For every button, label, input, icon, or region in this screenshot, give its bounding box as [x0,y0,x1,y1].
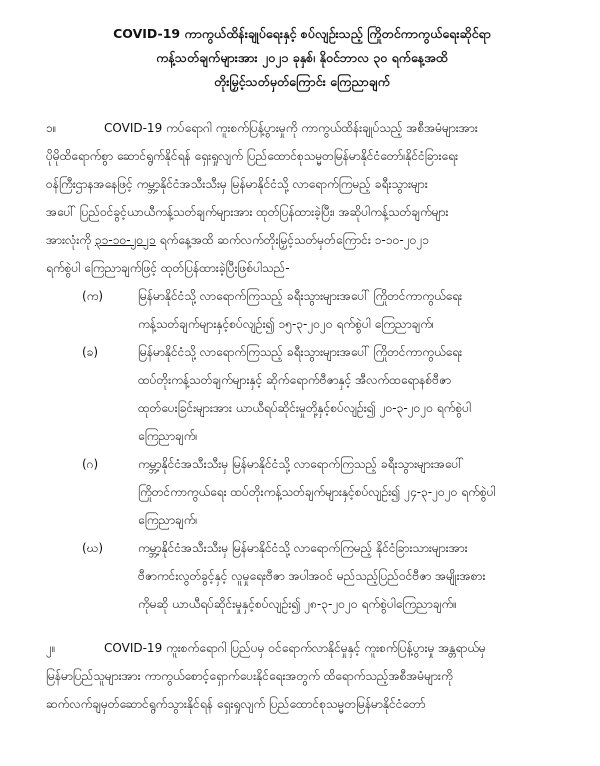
sub-item-gha [46,534,558,618]
paragraph-1 [46,114,558,618]
title-line-2: ကန့်သတ်ချက်များအား ၂၀၂၁ ခုနှစ်၊ နိုဝင်ဘာလ ၃၀ ရက်နေ့အထိ [156,50,448,65]
sub-item-line: ဗီဇာကင်းလွတ်ခွင့်နှင့် လူမှုရေးဗီဇာ အပါအဝင် မည်သည့်ပြည်ဝင်ဗီဇာ အမျိုးအစား [138,569,486,583]
sub-item-marker: (ဃ) [82,541,104,555]
sub-item-line: ကြိုတင်ကာကွယ်ရေး ထပ်တိုးကန့်သတ်ချက်များနှင့်စပ်လျဉ်း၍ ၂၄-၃-၂၀၂၀ ရက်စွဲပါ [138,485,496,499]
sub-item-marker: (ဂ) [82,457,99,471]
sub-item-ka [46,282,558,338]
underlined-date: ၃၁-၁၀-၂၀၂၁ [94,233,156,247]
sub-item-marker: (က) [82,289,104,303]
sub-item-line: ကိုမဆို ယာယီရပ်ဆိုင်းမှုနှင့်စပ်လျဉ်း၍ ၂၈-၃-၂၀၂၀ ရက်စွဲပါကြေညာချက်။ [138,597,457,611]
paragraph-1-line-5-post: ရက်နေ့အထိ ဆက်လက်တိုးမြှင့်သတ်မှတ်ကြောင်း ၁-၁၀-၂၀၂၁ [155,233,429,247]
paragraph-1-line-3: ဝန်ကြီးဌာနအနေဖြင့် ကမ္ဘာ့နိုင်ငံအသီးသီးမှ မြန်မာနိုင်ငံသို့ လာရောက်ကြမည့် ခရီးသွားများ [46,177,428,191]
paragraph-1-line-5 [46,226,558,254]
sub-item-line: ကမ္ဘာ့နိုင်ငံအသီးသီးမှ မြန်မာနိုင်ငံသို့ လာရောက်ကြသည့် ခရီးသွားများအပေါ် [138,457,464,471]
title-line-1: COVID-19 ကာကွယ်ထိန်းချုပ်ရေးနှင့် စပ်လျဉ်းသည့် ကြိုတင်ကာကွယ်ရေးဆိုင်ရာ [113,26,491,41]
sub-item-line: ကမ္ဘာ့နိုင်ငံအသီးသီးမှ မြန်မာနိုင်ငံသို့ လာရောက်ကြမည့် နိုင်ငံခြားသားများအား [138,541,468,555]
sub-item-line: ကန့်သတ်ချက်များနှင့်စပ်လျဉ်း၍ ၁၅-၃-၂၀၂၀ ရက်စွဲပါ ကြေညာချက်၊ [138,317,434,331]
title-line-3: တိုးမြှင့်သတ်မှတ်ကြောင်း ကြေညာချက် [214,74,390,89]
paragraph-1-line-2: ပိုမိုထိရောက်စွာ ဆောင်ရွက်နိုင်ရန် ရှေးရှုလျက် ပြည်ထောင်စုသမ္မတမြန်မာနိုင်ငံတော်၊နိုင်ငံခြားရေး [46,149,458,163]
sub-item-ga [46,450,558,534]
sub-item-line: ထုတ်ပေးခြင်းများအား ယာယီရပ်ဆိုင်းမှုတို့နှင့်စပ်လျဉ်း၍ ၂၀-၃-၂၀၂၀ ရက်စွဲပါ [138,401,472,415]
paragraph-2-line-2: မြန်မာပြည်သူများအား ကာကွယ်စောင့်ရှောက်ပေးနိုင်ရေးအတွက် ထိရောက်သည့်အစီအမံများကို [46,669,453,683]
paragraph-1-line-4: အပေါ် ပြည်ဝင်ခွင့်ယာယီကန့်သတ်ချက်များအား ထုတ်ပြန်ထားခဲ့ပြီး၊ အဆိုပါကန့်သတ်ချက်များ [46,205,449,219]
paragraph-2-line-3: ဆက်လက်ချမှတ်ဆောင်ရွက်သွားနိုင်ရန် ရှေးရှုလျက် ပြည်ထောင်စုသမ္မတမြန်မာနိုင်ငံတော် [46,697,426,711]
paragraph-1-line-1: COVID-19 ကပ်ရောဂါ ကူးစက်ပြန့်ပွားမှုကို ကာကွယ်ထိန်းချုပ်သည့် အစီအမံများအား [104,121,478,135]
sub-item-marker: (ခ) [82,345,99,359]
sub-item-line: ကြေညာချက်၊ [138,429,198,443]
paragraph-1-line-5-pre: အားလုံးကို [46,233,95,247]
sub-item-kha [46,338,558,450]
paragraph-1-line-6: ရက်စွဲပါ ကြေညာချက်ဖြင့် ထုတ်ပြန်ထားခဲ့ပြီးဖြစ်ပါသည်- [46,261,290,275]
paragraph-2 [46,634,558,718]
sub-item-line: ထပ်တိုးကန့်သတ်ချက်များနှင့် ဆိုက်ရောက်ဗီဇာနှင့် အီလက်ထရောနစ်ဗီဇာ [138,373,452,387]
paragraph-2-number: ၂။ [46,641,56,655]
sub-item-line: မြန်မာနိုင်ငံသို့ လာရောက်ကြသည့် ခရီးသွားများအပေါ် ကြိုတင်ကာကွယ်ရေး [138,345,463,359]
sub-item-line: ကြေညာချက်၊ [138,513,198,527]
sub-item-list [46,282,558,618]
paragraph-2-line-1: COVID-19 ကူးစက်ရောဂါ ပြည်ပမှ ဝင်ရောက်လာနိုင်မှုနှင့် ကူးစက်ပြန့်ပွားမှု အန္တရာယ်မှ [104,641,486,655]
paragraph-1-number: ၁။ [46,121,57,135]
document-title [46,22,558,94]
sub-item-line: မြန်မာနိုင်ငံသို့ လာရောက်ကြသည့် ခရီးသွားများအပေါ် ကြိုတင်ကာကွယ်ရေး [138,289,463,303]
